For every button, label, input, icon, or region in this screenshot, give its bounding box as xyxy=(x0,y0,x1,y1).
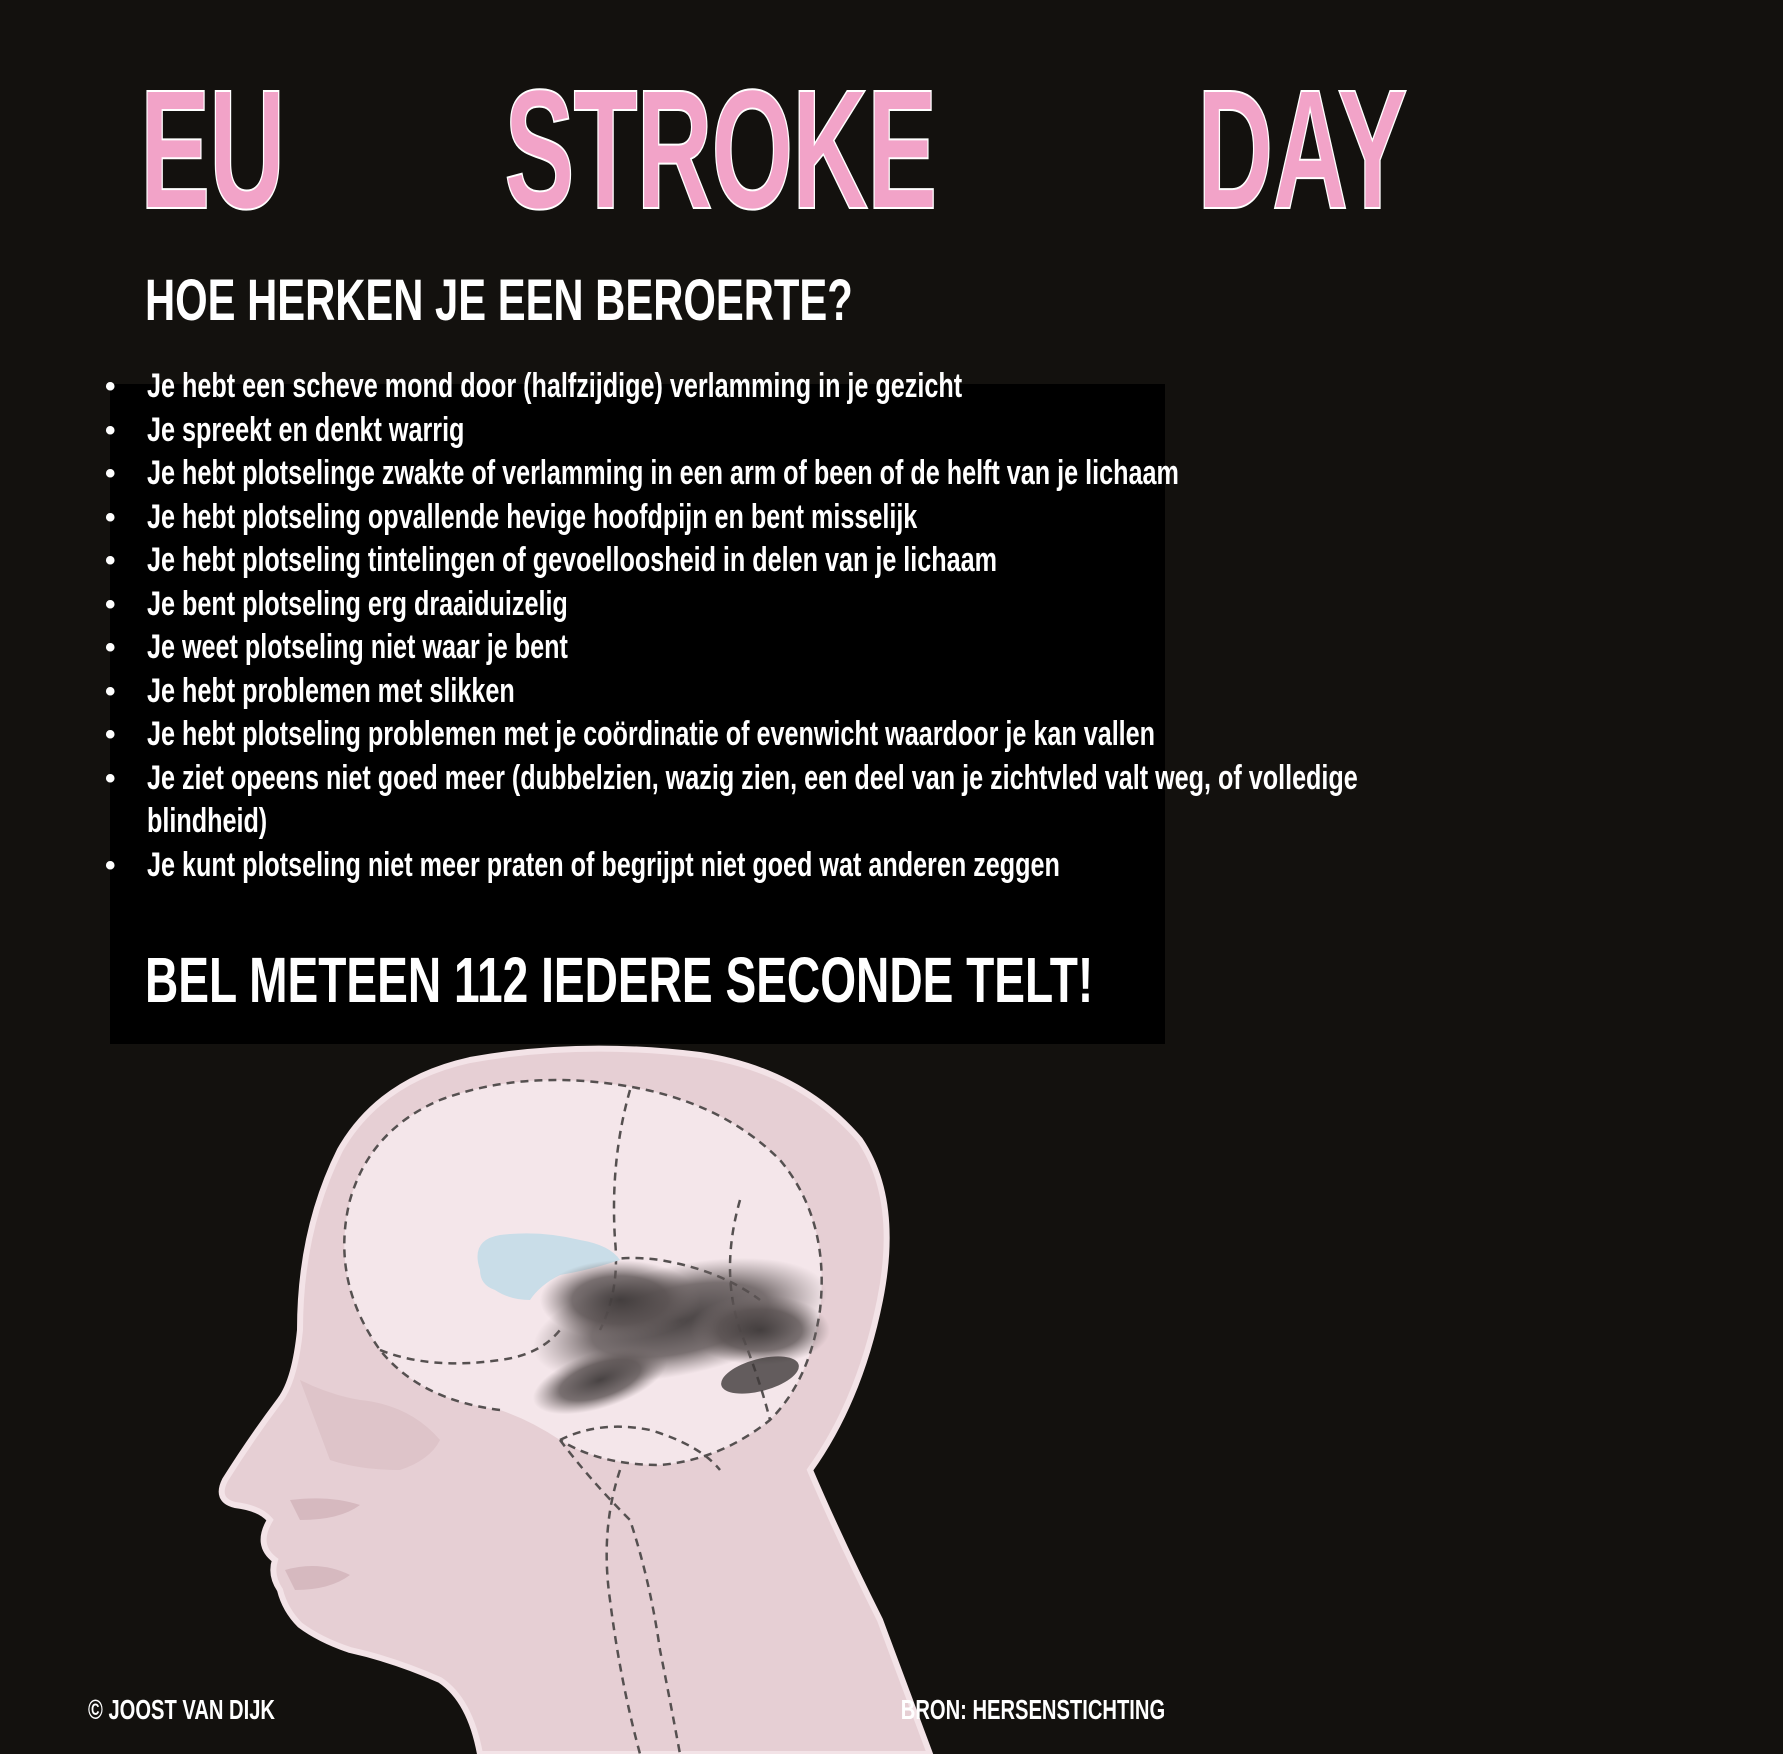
symptom-text: Je hebt plotselinge zwakte of verlamming in een arm of been of de helft van je lichaam xyxy=(147,454,1179,492)
symptom-text: Je hebt problemen met slikken xyxy=(147,671,515,710)
source: BRON: HERSENSTICHTING xyxy=(900,1694,1165,1725)
symptom-text: Je hebt plotseling tintelingen of gevoelloosheid in delen van je lichaam xyxy=(147,541,998,579)
list-item xyxy=(105,539,1175,583)
list-item xyxy=(105,452,1179,496)
symptom-text: Je ziet opeens niet goed meer (dubbelzien, wazig zien, een deel van je zichtvled valt weg, of volledige xyxy=(147,758,1358,797)
call-to-action: BEL METEEN 112 IEDERE SECONDE TELT! xyxy=(145,944,1094,1016)
list-item xyxy=(105,757,1358,844)
bullet-icon: • xyxy=(105,544,116,577)
bullet-icon: • xyxy=(105,674,116,708)
symptom-text: Je weet plotseling niet waar je bent xyxy=(147,628,568,666)
bullet-icon: • xyxy=(105,413,116,447)
symptom-text: Je spreekt en denkt warrig xyxy=(147,410,465,449)
poster-title xyxy=(140,54,1406,245)
bullet-icon: • xyxy=(105,370,116,403)
symptom-text-continuation: blindheid) xyxy=(147,802,268,840)
symptom-text: Je hebt plotseling opvallende hevige hoofdpijn en bent misselijk xyxy=(147,497,918,536)
bullet-icon: • xyxy=(105,761,116,795)
title-word-day: DAY xyxy=(1196,54,1406,245)
symptom-text: Je hebt plotseling problemen met je coördinatie of evenwicht waardoor je kan vallen xyxy=(147,715,1156,753)
bullet-icon: • xyxy=(105,718,116,751)
bullet-icon: • xyxy=(105,457,116,490)
list-item xyxy=(105,713,1175,757)
bullet-icon: • xyxy=(105,500,116,534)
list-item xyxy=(105,496,1175,540)
list-item xyxy=(105,365,1175,409)
bullet-icon: • xyxy=(105,587,116,621)
head-brain-cross-section-icon xyxy=(0,1040,1240,1754)
symptoms-list xyxy=(105,365,1358,887)
bullet-icon: • xyxy=(105,631,116,664)
subheading: HOE HERKEN JE EEN BEROERTE? xyxy=(145,268,853,333)
symptom-text: Je bent plotseling erg draaiduizelig xyxy=(147,584,568,623)
symptom-text: Je kunt plotseling niet meer praten of begrijpt niet goed wat anderen zeggen xyxy=(147,845,1060,884)
list-item xyxy=(105,844,1175,888)
list-item xyxy=(105,670,1175,714)
list-item xyxy=(105,409,1175,453)
list-item xyxy=(105,626,1175,670)
title-word-stroke: STROKE xyxy=(504,54,937,245)
title-word-eu: EU xyxy=(140,54,284,245)
bullet-icon: • xyxy=(105,848,116,882)
symptom-text: Je hebt een scheve mond door (halfzijdige) verlamming in je gezicht xyxy=(147,367,963,405)
list-item xyxy=(105,583,1175,627)
credit: © JOOST VAN DIJK xyxy=(88,1694,275,1725)
